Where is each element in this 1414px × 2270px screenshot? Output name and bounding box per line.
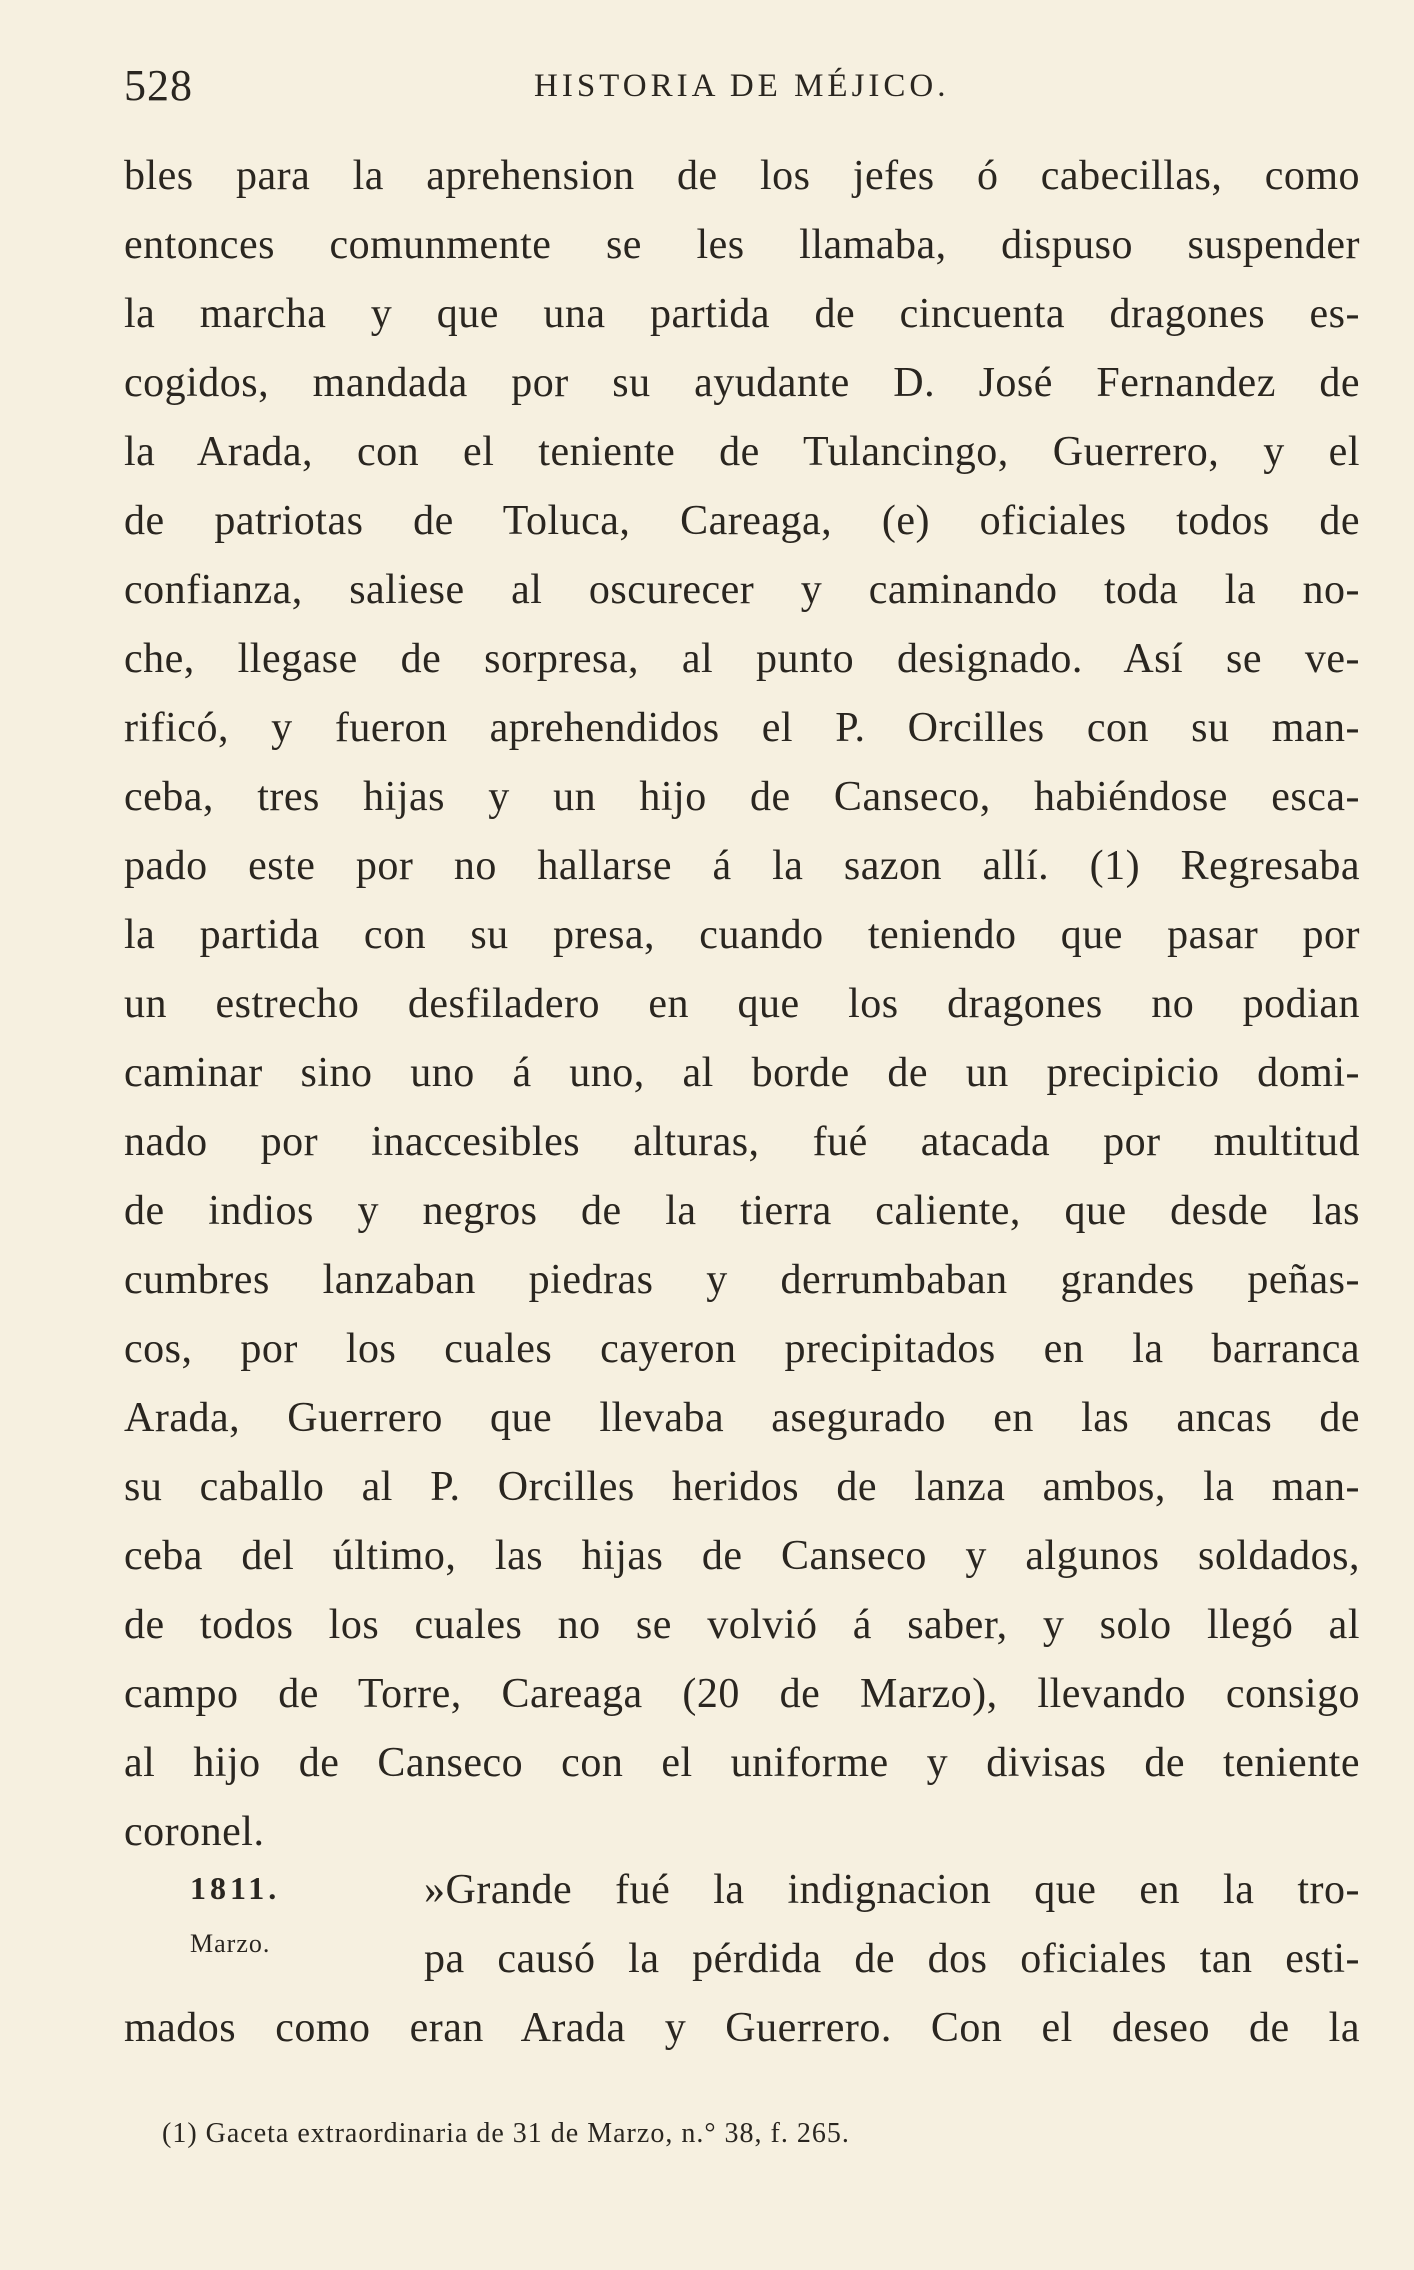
page-number: 528 [124, 61, 193, 110]
text-line: confianza, saliese al oscurecer y caminando toda la no- [124, 567, 1360, 613]
text-line: de patriotas de Toluca, Careaga, (e) oficiales todos de [124, 498, 1360, 544]
text-line: al hijo de Canseco con el uniforme y divisas de teniente [124, 1740, 1360, 1786]
running-title: HISTORIA DE MÉJICO. [534, 68, 950, 104]
text-line: de todos los cuales no se volvió á saber, y solo llegó al [124, 1602, 1360, 1648]
text-line: coronel. [124, 1809, 265, 1855]
footnote: (1) Gaceta extraordinaria de 31 de Marzo, n.° 38, f. 265. [162, 2118, 850, 2149]
text-line: la marcha y que una partida de cincuenta dragones es- [124, 291, 1360, 337]
text-line: rificó, y fueron aprehendidos el P. Orcilles con su man- [124, 705, 1360, 751]
text-line: la partida con su presa, cuando teniendo que pasar por [124, 912, 1360, 958]
margin-year: 1811. [190, 1870, 281, 1906]
text-line: mados como eran Arada y Guerrero. Con el deseo de la [124, 2005, 1360, 2051]
text-line: un estrecho desfiladero en que los dragones no podian [124, 981, 1360, 1027]
text-line: nado por inaccesibles alturas, fué atacada por multitud [124, 1119, 1360, 1165]
text-line: ceba, tres hijas y un hijo de Canseco, habiéndose esca- [124, 774, 1360, 820]
text-line: caminar sino uno á uno, al borde de un precipicio domi- [124, 1050, 1360, 1096]
page-header [124, 60, 1360, 130]
text-line: cos, por los cuales cayeron precipitados en la barranca [124, 1326, 1360, 1372]
text-line: su caballo al P. Orcilles heridos de lanza ambos, la man- [124, 1464, 1360, 1510]
text-line: »Grande fué la indignacion que en la tro- [424, 1867, 1360, 1913]
text-line: pa causó la pérdida de dos oficiales tan esti- [424, 1936, 1360, 1982]
text-line: de indios y negros de la tierra caliente, que desde las [124, 1188, 1360, 1234]
text-line: cumbres lanzaban piedras y derrumbaban grandes peñas- [124, 1257, 1360, 1303]
text-line: campo de Torre, Careaga (20 de Marzo), llevando consigo [124, 1671, 1360, 1717]
text-line: la Arada, con el teniente de Tulancingo, Guerrero, y el [124, 429, 1360, 475]
text-line: cogidos, mandada por su ayudante D. José Fernandez de [124, 360, 1360, 406]
text-line: Arada, Guerrero que llevaba asegurado en las ancas de [124, 1395, 1360, 1441]
text-line: entonces comunmente se les llamaba, dispuso suspender [124, 222, 1360, 268]
text-line: ceba del último, las hijas de Canseco y algunos soldados, [124, 1533, 1360, 1579]
text-line: pado este por no hallarse á la sazon allí. (1) Regresaba [124, 843, 1360, 889]
margin-month: Marzo. [190, 1929, 271, 1958]
text-line: che, llegase de sorpresa, al punto designado. Así se ve- [124, 636, 1360, 682]
text-line: bles para la aprehension de los jefes ó cabecillas, como [124, 153, 1360, 199]
paragraph-2 [124, 1856, 1360, 2063]
paragraph-1 [124, 142, 1360, 1867]
